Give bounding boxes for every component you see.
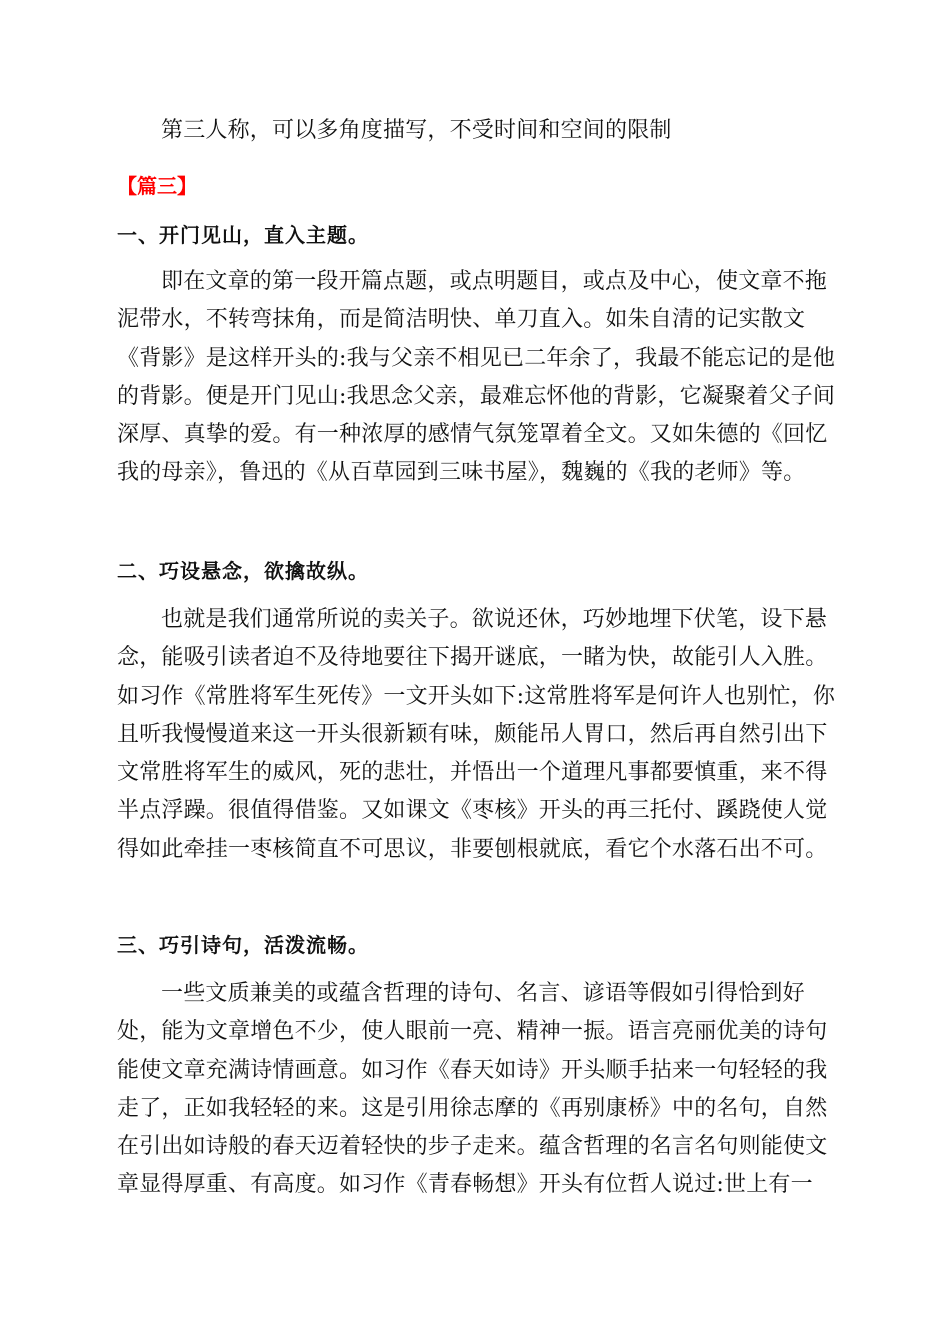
section-1-heading: 一、开门见山，直入主题。 [117,223,369,247]
section-1-body: 即在文章的第一段开篇点题，或点明题目，或点及中心，使文章不拖泥带水，不转弯抹角，而是简洁明快、单刀直入。如朱自清的记实散文《背影》是这样开头的:我与父亲不相见已二年余了，我最不能忘记的是他的背影。便是开门见山:我思念父亲，最难忘怀他的背影，它凝聚着父子间深厚、真挚的爱。有一种浓厚的感情气氛笼罩着全文。又如朱德的《回忆我的母亲》，鲁迅的《从百草园到三味书屋》，魏巍的《我的老师》等。 [117,269,836,486]
section-3-heading: 三、巧引诗句，活泼流畅。 [117,933,369,957]
section-2-body: 也就是我们通常所说的卖关子。欲说还休，巧妙地埋下伏笔，设下悬念，能吸引读者迫不及待地要往下揭开谜底，一睹为快，故能引人入胜。如习作《常胜将军生死传》一文开头如下:这常胜将军是何许人也别忙，你且听我慢慢道来这一开头很新颖有味，颇能吊人胃口，然后再自然引出下文常胜将军生的威风，死的悲壮，并悟出一个道理凡事都要慎重，来不得半点浮躁。很值得借鉴。又如课文《枣核》开头的再三托付、蹊跷使人觉得如此牵挂一枣核简直不可思议，非要刨根就底，看它个水落石出不可。 [117,607,836,862]
section-2-heading: 二、巧设悬念，欲擒故纵。 [117,559,369,583]
intro-paragraph: 第三人称，可以多角度描写，不受时间和空间的限制 [161,118,672,143]
section-tag: 【篇三】 [117,174,197,198]
section-3-body: 一些文质兼美的或蕴含哲理的诗句、名言、谚语等假如引得恰到好处，能为文章增色不少，使人眼前一亮、精神一振。语言亮丽优美的诗句能使文章充满诗情画意。如习作《春天如诗》开头顺手拈来一句轻轻的我走了，正如我轻轻的来。这是引用徐志摩的《再别康桥》中的名句，自然在引出如诗般的春天迈着轻快的步子走来。蕴含哲理的名言名句则能使文章显得厚重、有高度。如习作《青春畅想》开头有位哲人说过:世上有一 [117,981,828,1198]
